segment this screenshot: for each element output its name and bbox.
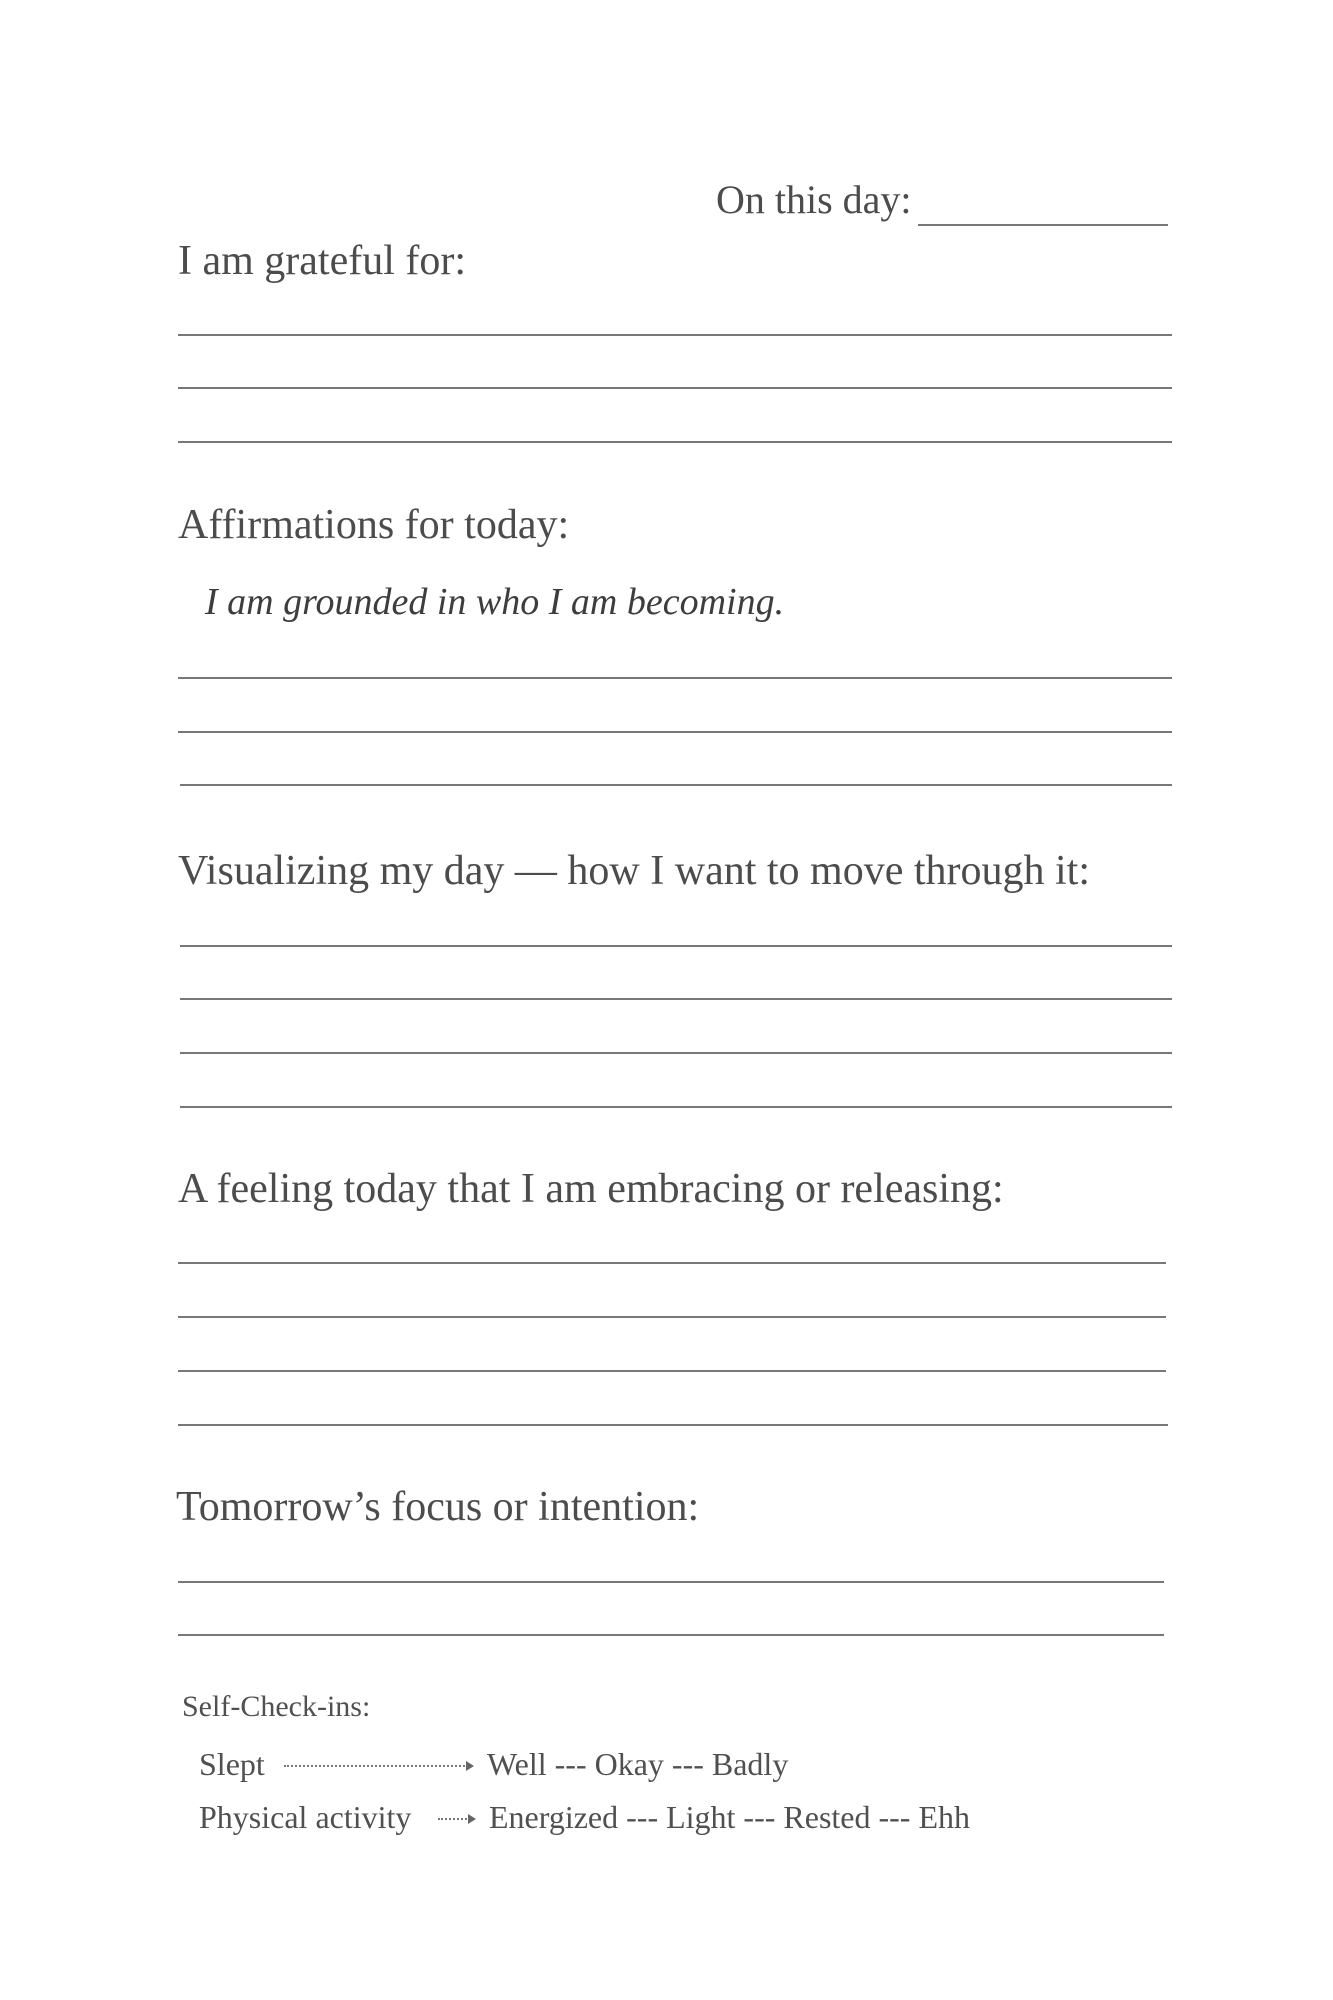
tomorrow-line[interactable]: [178, 1634, 1164, 1636]
feeling-line[interactable]: [178, 1316, 1166, 1318]
grateful-line[interactable]: [178, 441, 1172, 443]
activity-label: Physical activity: [199, 1799, 412, 1835]
grateful-heading: I am grateful for:: [178, 238, 467, 284]
date-line[interactable]: [918, 224, 1168, 226]
activity-options[interactable]: Energized --- Light --- Rested --- Ehh: [489, 1799, 970, 1835]
affirmation-text: I am grounded in who I am becoming.: [205, 581, 785, 623]
tomorrow-heading: Tomorrow’s focus or intention:: [176, 1484, 700, 1530]
visualizing-line[interactable]: [180, 998, 1172, 1000]
activity-arrow-icon: [468, 1814, 476, 1824]
slept-label: Slept: [199, 1746, 265, 1782]
feeling-line[interactable]: [178, 1370, 1166, 1372]
affirmation-line[interactable]: [178, 677, 1172, 679]
date-label: On this day:: [716, 177, 912, 222]
grateful-line[interactable]: [178, 387, 1172, 389]
tomorrow-line[interactable]: [178, 1581, 1164, 1583]
activity-arrow-line: [438, 1818, 470, 1820]
feeling-heading: A feeling today that I am embracing or releasing:: [178, 1166, 1004, 1212]
visualizing-line[interactable]: [180, 1106, 1172, 1108]
visualizing-line[interactable]: [180, 945, 1172, 947]
slept-options[interactable]: Well --- Okay --- Badly: [487, 1746, 789, 1782]
visualizing-heading: Visualizing my day — how I want to move through it:: [178, 848, 1091, 894]
affirmation-line[interactable]: [178, 731, 1172, 733]
visualizing-line[interactable]: [180, 1052, 1172, 1054]
affirmation-line[interactable]: [180, 784, 1172, 786]
slept-arrow-line: [284, 1765, 468, 1767]
grateful-line[interactable]: [178, 334, 1172, 336]
feeling-line[interactable]: [178, 1262, 1166, 1264]
checkins-title: Self-Check-ins:: [182, 1690, 371, 1723]
slept-arrow-icon: [466, 1761, 474, 1771]
affirmations-heading: Affirmations for today:: [178, 502, 570, 548]
feeling-line[interactable]: [178, 1424, 1168, 1426]
